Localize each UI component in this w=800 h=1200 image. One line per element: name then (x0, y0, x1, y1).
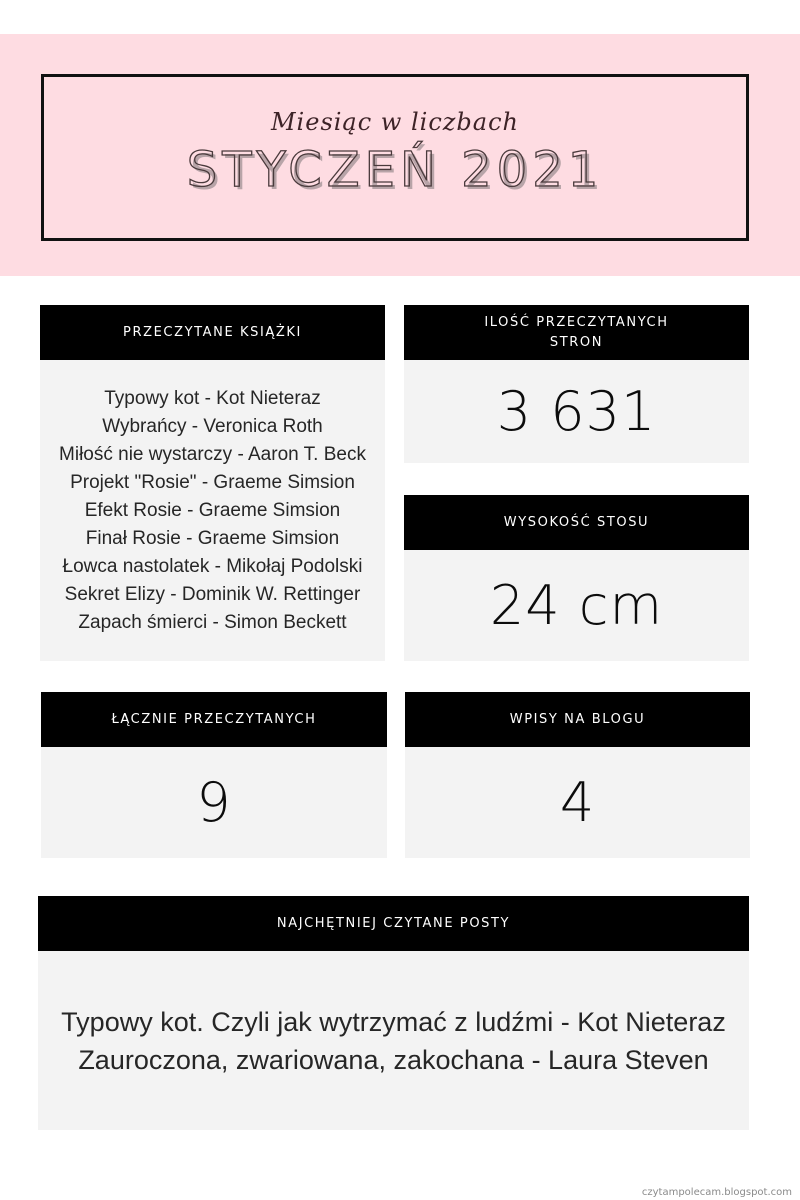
book-item: Finał Rosie - Graeme Simsion (85, 527, 340, 549)
book-item: Efekt Rosie - Graeme Simsion (84, 499, 341, 521)
top-posts-body (38, 951, 749, 1130)
stack-height-card (404, 495, 749, 661)
top-posts-heading: NAJCHĘTNIEJ CZYTANE POSTY (38, 896, 749, 951)
stack-height-heading: WYSOKOŚĆ STOSU (404, 495, 749, 550)
pages-read-heading-line1: ILOŚĆ PRZECZYTANYCH (484, 314, 669, 330)
header-frame (41, 74, 749, 241)
pages-read-card (404, 305, 749, 463)
header-subtitle: Miesiąc w liczbach (270, 107, 519, 136)
book-item: Zapach śmierci - Simon Beckett (78, 611, 347, 633)
total-read-value: 9 (196, 771, 232, 834)
total-read-body (41, 747, 387, 858)
book-item: Łowca nastolatek - Mikołaj Podolski (62, 555, 363, 577)
pages-read-heading (404, 305, 749, 360)
pages-read-body (404, 360, 749, 463)
total-read-card (41, 692, 387, 858)
blog-posts-heading: WPISY NA BLOGU (405, 692, 750, 747)
book-item: Projekt "Rosie" - Graeme Simsion (70, 471, 355, 493)
stack-height-body (404, 550, 749, 661)
top-posts-list (61, 1003, 726, 1079)
top-post-item: Typowy kot. Czyli jak wytrzymać z ludźmi - Kot Nieteraz (61, 1006, 726, 1037)
book-item: Wybrańcy - Veronica Roth (102, 415, 323, 437)
read-books-body (40, 360, 385, 661)
blog-posts-body (405, 747, 750, 858)
book-item: Miłość nie wystarczy - Aaron T. Beck (59, 443, 366, 465)
footer-credit: czytampolecam.blogspot.com (641, 1187, 792, 1198)
pages-read-heading-line2: STRON (549, 334, 604, 350)
page-title: STYCZEŃ 2021 (186, 141, 604, 198)
blog-posts-card (405, 692, 750, 858)
read-books-heading: PRZECZYTANE KSIĄŻKI (40, 305, 385, 360)
book-item: Sekret Elizy - Dominik W. Rettinger (64, 583, 361, 605)
total-read-heading: ŁĄCZNIE PRZECZYTANYCH (41, 692, 387, 747)
top-posts-card (38, 896, 749, 1130)
book-list (59, 385, 366, 637)
stack-height-value: 24 cm (489, 574, 664, 637)
pages-read-value: 3 631 (496, 380, 657, 443)
read-books-card (40, 305, 385, 661)
book-item: Typowy kot - Kot Nieteraz (104, 387, 321, 409)
top-post-item: Zauroczona, zwariowana, zakochana - Laura Steven (78, 1044, 709, 1075)
blog-posts-value: 4 (559, 771, 596, 834)
